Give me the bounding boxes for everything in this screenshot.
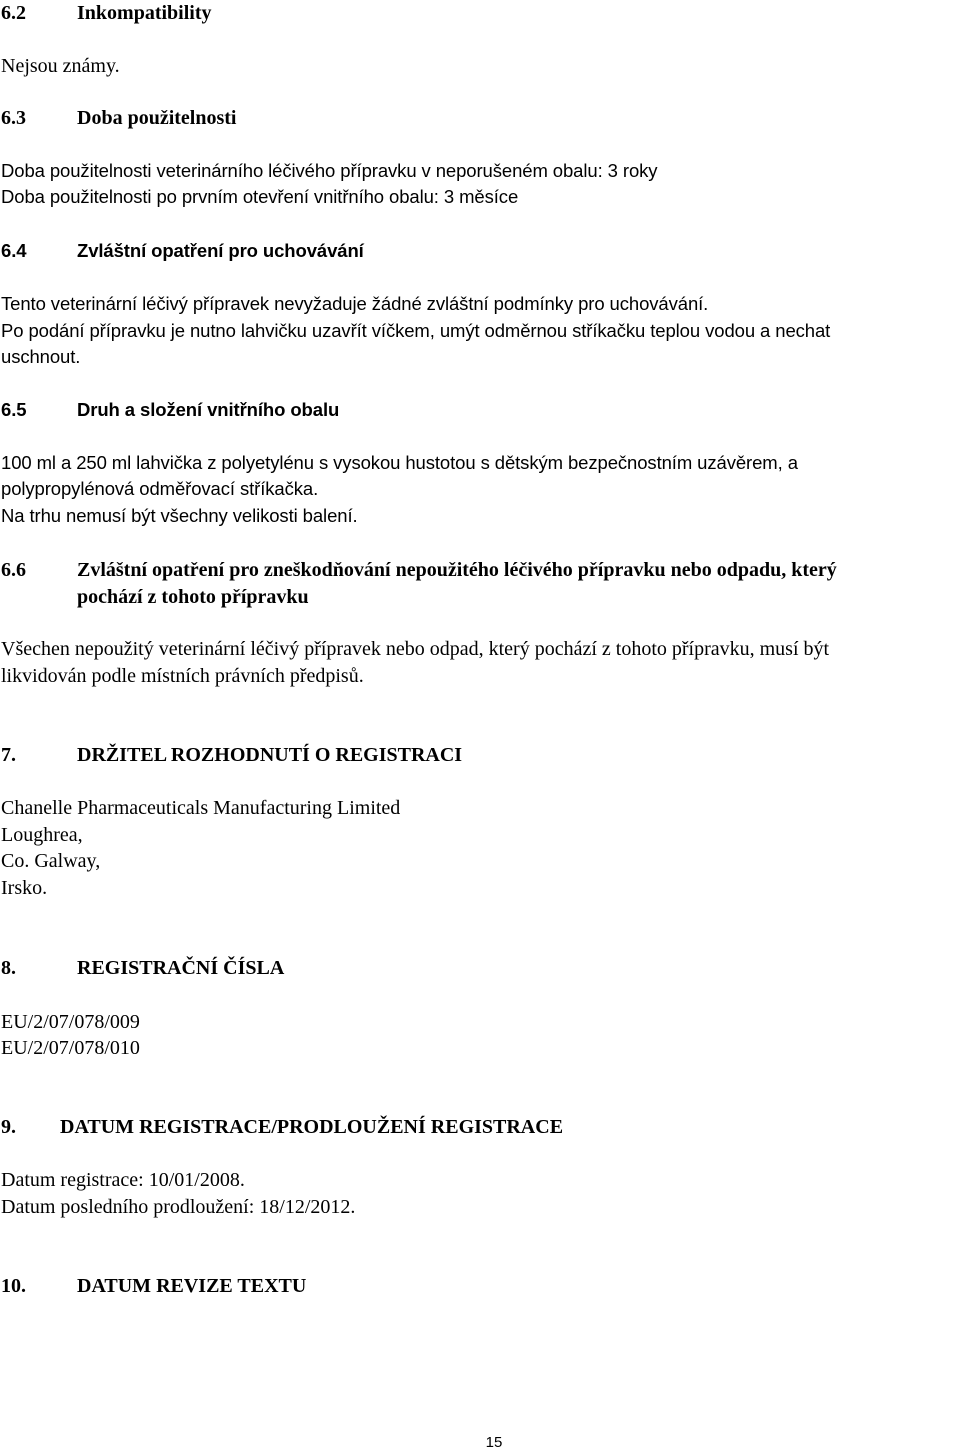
paragraph-line: Na trhu nemusí být všechny velikosti balení.: [1, 505, 358, 526]
section-number: 7.: [1, 744, 16, 766]
section-number: 8.: [1, 957, 16, 979]
section-number: 6.6: [1, 559, 26, 581]
section-number: 6.4: [1, 240, 27, 261]
paragraph-line: Po podání přípravku je nutno lahvičku uzavřít víčkem, umýt odměrnou stříkačku teplou vodou a nechat: [1, 320, 831, 341]
paragraph-line: Tento veterinární léčivý přípravek nevyžaduje žádné zvláštní podmínky pro uchovávání.: [1, 293, 709, 314]
section-number: 6.5: [1, 399, 27, 420]
section-number: 6.2: [1, 2, 26, 24]
section-title: pochází z tohoto přípravku: [77, 586, 309, 608]
page-number: 15: [485, 1434, 503, 1451]
address-line: Irsko.: [1, 877, 48, 899]
paragraph-line: 100 ml a 250 ml lahvička z polyetylénu s vysokou hustotou s dětským bezpečnostním uzávěrem, a: [1, 452, 798, 473]
section-title: Doba použitelnosti: [77, 107, 237, 129]
section-title: DATUM REGISTRACE/PRODLOUŽENÍ REGISTRACE: [60, 1116, 564, 1138]
section-number: 10.: [1, 1275, 26, 1297]
paragraph-line: polypropylénová odměřovací stříkačka.: [1, 478, 319, 499]
paragraph-line: likvidován podle místních právních předpisů.: [1, 665, 364, 687]
section-title: Zvláštní opatření pro uchovávání: [77, 240, 364, 261]
section-title: Druh a složení vnitřního obalu: [77, 399, 340, 420]
paragraph-line: Doba použitelnosti veterinárního léčivého přípravku v neporušeném obalu: 3 roky: [1, 160, 658, 181]
section-title: DRŽITEL ROZHODNUTÍ O REGISTRACI: [77, 744, 463, 766]
address-line: Loughrea,: [1, 824, 83, 846]
address-line: Chanelle Pharmaceuticals Manufacturing Limited: [1, 797, 401, 819]
section-number: 9.: [1, 1116, 16, 1138]
address-line: Co. Galway,: [1, 850, 101, 872]
paragraph-text: Nejsou známy.: [1, 55, 120, 77]
registration-number: EU/2/07/078/010: [1, 1037, 140, 1059]
section-title: REGISTRAČNÍ ČÍSLA: [77, 957, 285, 979]
paragraph-line: Všechen nepoužitý veterinární léčivý přípravek nebo odpad, který pochází z tohoto přípravku, musí být: [1, 638, 830, 660]
section-title: DATUM REVIZE TEXTU: [77, 1275, 307, 1297]
section-title: Inkompatibility: [77, 2, 212, 24]
section-title: Zvláštní opatření pro zneškodňování nepoužitého léčivého přípravku nebo odpadu, který: [77, 559, 837, 581]
paragraph-line: Doba použitelnosti po prvním otevření vnitřního obalu: 3 měsíce: [1, 186, 519, 207]
date-line: Datum posledního prodloužení: 18/12/2012.: [1, 1196, 356, 1218]
date-line: Datum registrace: 10/01/2008.: [1, 1169, 245, 1191]
paragraph-line: uschnout.: [1, 346, 81, 367]
section-number: 6.3: [1, 107, 26, 129]
registration-number: EU/2/07/078/009: [1, 1011, 140, 1033]
